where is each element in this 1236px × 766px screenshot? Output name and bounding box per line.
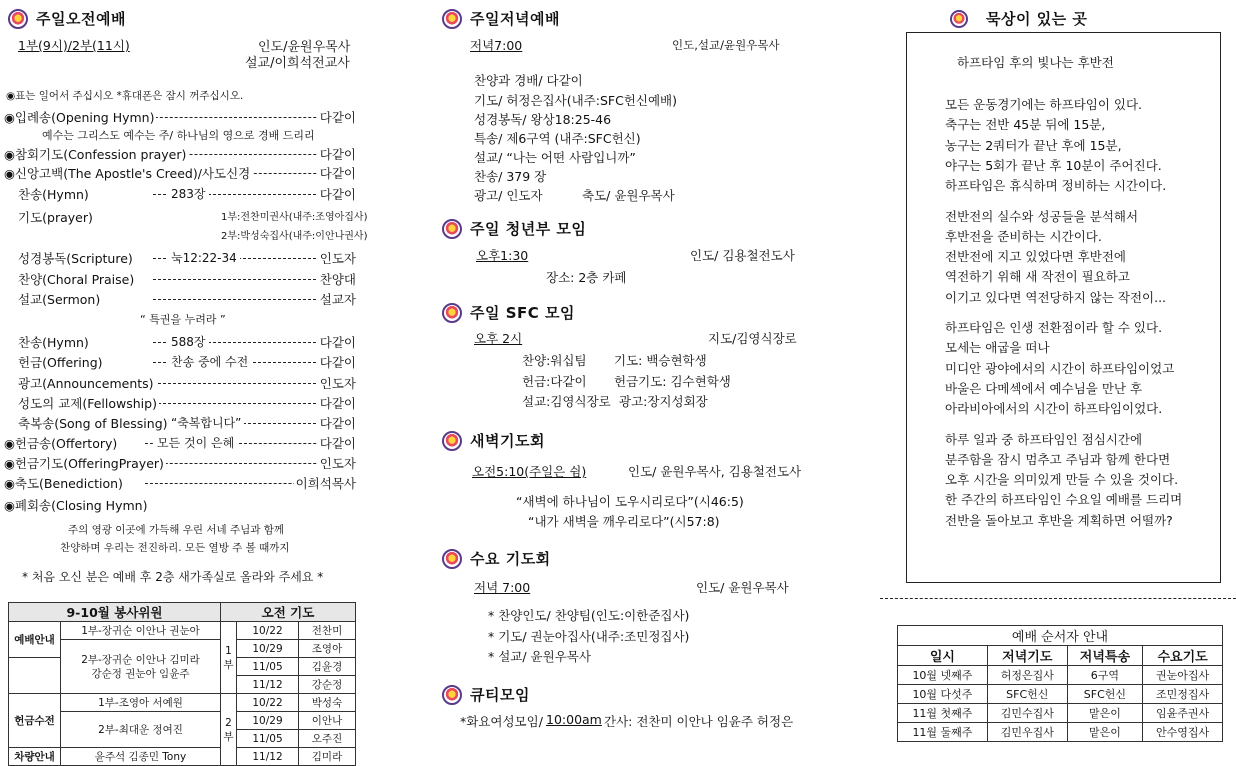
closing-hymn-lyric-1: 주의 영광 이곳에 가득해 우린 서네 주님과 함께 xyxy=(68,524,285,536)
group-parking: 차량안내 xyxy=(9,748,61,766)
qt-group: *화요여성모임/ xyxy=(460,714,543,729)
prayer-name: 김미라 xyxy=(299,748,356,766)
meditation-header xyxy=(950,8,1087,29)
liturgy-item: 찬송(Hymn) xyxy=(18,187,89,202)
meditation-line: 축구는 전반 45분 뒤에 15분, xyxy=(945,117,1106,133)
sfc-leader: 지도/김영식장로 xyxy=(708,331,797,346)
leader-dots xyxy=(153,279,336,280)
liturgy-performer: 다같이 xyxy=(319,335,356,350)
liturgy-detail: 588장 xyxy=(168,333,209,350)
youth-time: 오후1:30 xyxy=(476,248,529,263)
liturgy-row xyxy=(4,454,356,470)
volunteer-row: 2부-장귀순 이안나 김미라 강순정 권눈아 임윤주 xyxy=(61,640,221,694)
order-cell: 맡은이 xyxy=(1067,723,1143,742)
evening-line: 찬송/ 379 장 xyxy=(474,169,547,184)
standing-notice: ◉표는 일어서 주십시오 *휴대폰은 잠시 꺼주십시오. xyxy=(6,90,244,102)
liturgy-item: 성경봉독(Scripture) xyxy=(18,251,133,266)
liturgy-performer: 인도자 xyxy=(319,251,356,266)
liturgy-item: ◉축도(Benediction) xyxy=(4,476,123,491)
liturgy-row xyxy=(18,249,356,265)
volunteer-row: 1부-조영아 서예원 xyxy=(61,694,221,712)
prayer-part-2: 2 부 xyxy=(221,694,237,766)
meditation-line: 전반전의 실수와 성공들을 분석해서 xyxy=(945,208,1139,224)
liturgy-item: 설교(Sermon) xyxy=(18,292,101,307)
prayer-name: 강순정 xyxy=(299,676,356,694)
liturgy-detail: 283장 xyxy=(168,185,209,202)
church-emblem-icon xyxy=(442,219,462,239)
meditation-line: 전반을 돌아보고 후반을 계획하면 어떨까? xyxy=(945,512,1173,528)
liturgy-item: ◉헌금기도(OfferingPrayer) xyxy=(4,456,164,471)
wednesday-line: * 찬양인도/ 찬양팀(인도:이한준집사) xyxy=(488,608,690,623)
order-cell: 10월 다섯주 xyxy=(898,685,988,704)
meditation-line: 바울은 다메섹에서 예수님을 만난 후 xyxy=(945,380,1143,396)
evening-line: 찬양과 경배/ 다같이 xyxy=(474,73,583,88)
prayer-name: 오주진 xyxy=(299,730,356,748)
liturgy-performer: 이희석목사 xyxy=(295,476,356,491)
leader-dots xyxy=(153,383,336,384)
order-cell: 허정은집사 xyxy=(987,666,1067,685)
liturgy-performer: 다같이 xyxy=(319,166,356,181)
dawn-header xyxy=(442,430,545,451)
wednesday-title: 수요 기도회 xyxy=(470,550,551,568)
evening-announce: 광고/ 인도자 xyxy=(474,188,543,203)
youth-title: 주일 청년부 모임 xyxy=(470,220,587,238)
wednesday-time: 저녁 7:00 xyxy=(474,580,531,595)
sfc-role: 광고:장지성회장 xyxy=(619,394,708,409)
order-cell: 김민수집사 xyxy=(987,704,1067,723)
prayer-name: 이안나 xyxy=(299,712,356,730)
evening-time: 저녁7:00 xyxy=(470,38,523,53)
group-worship-guide: 예배안내 xyxy=(9,622,61,658)
liturgy-row xyxy=(18,353,356,369)
meditation-line: 이기고 있다면 역전당하지 않는 작전이... xyxy=(945,289,1167,305)
meditation-line: 하루 일과 중 하프타임인 점심시간에 xyxy=(945,431,1143,447)
prayer-date: 11/12 xyxy=(237,676,299,694)
prayer-date: 10/29 xyxy=(237,640,299,658)
evening-service-title: 주일저녁예배 xyxy=(470,10,560,28)
order-cell: SFC헌신 xyxy=(1067,685,1143,704)
divider xyxy=(880,598,1236,599)
liturgy-item: 찬양(Choral Praise) xyxy=(18,272,135,287)
order-cell: 권눈아집사 xyxy=(1143,666,1223,685)
liturgy-performer: 다같이 xyxy=(319,396,356,411)
meditation-line: 오후 시간을 의미있게 만들 수 있을 것이다. xyxy=(945,472,1179,488)
meditation-line: 아라비아에서의 시간이 하프타임이었다. xyxy=(945,401,1163,417)
liturgy-performer: 찬양대 xyxy=(319,272,356,287)
prayer-date: 10/22 xyxy=(237,694,299,712)
wednesday-line: * 설교/ 윤원우목사 xyxy=(488,649,591,664)
prayer-date: 10/22 xyxy=(237,622,299,640)
morning-leader: 인도/윤원우목사 xyxy=(258,40,351,55)
order-head: 일시 xyxy=(898,646,988,666)
liturgy-performer: 다같이 xyxy=(319,187,356,202)
liturgy-row xyxy=(4,474,356,490)
liturgy-row xyxy=(18,414,356,430)
sfc-role: 설교:김영식장로 xyxy=(522,394,611,409)
order-cell: 안수영집사 xyxy=(1143,723,1223,742)
order-head: 수요기도 xyxy=(1143,646,1223,666)
youth-leader: 인도/ 김용철전도사 xyxy=(690,248,795,263)
liturgy-row xyxy=(42,127,356,143)
liturgy-detail: 2부:박성숙집사(내주:이안나권사) xyxy=(218,227,370,242)
liturgy-item: ◉참회기도(Confession prayer) xyxy=(4,147,187,162)
church-emblem-icon xyxy=(442,431,462,451)
prayer-part-1: 1 부 xyxy=(221,622,237,694)
order-cell: 맡은이 xyxy=(1067,704,1143,723)
liturgy-item: ◉신앙고백(The Apostle's Creed)/사도신경 xyxy=(4,166,251,181)
meditation-line: 역전하기 위해 새 작전이 필요하고 xyxy=(945,269,1130,285)
prayer-date: 10/29 xyxy=(237,712,299,730)
youth-place: 장소: 2층 카페 xyxy=(546,270,627,285)
evening-line: 특송/ 제6구역 (내주:SFC헌신) xyxy=(474,131,641,146)
meditation-line: 모세는 애굽을 떠나 xyxy=(945,340,1050,356)
evening-line: 기도/ 허정은집사(내주:SFC헌신예배) xyxy=(474,93,677,108)
leader-dots xyxy=(145,463,336,464)
prayer-name: 조영아 xyxy=(299,640,356,658)
morning-service-header xyxy=(8,8,126,29)
order-cell: 10월 넷째주 xyxy=(898,666,988,685)
prayer-name: 김윤경 xyxy=(299,658,356,676)
church-emblem-icon xyxy=(8,9,28,29)
liturgy-performer: 인도자 xyxy=(319,456,356,471)
order-cell: 6구역 xyxy=(1067,666,1143,685)
liturgy-row xyxy=(18,208,368,225)
liturgy-performer: 다같이 xyxy=(319,110,356,125)
order-cell: SFC헌신 xyxy=(987,685,1067,704)
liturgy-row xyxy=(4,108,356,124)
church-emblem-icon xyxy=(442,685,462,705)
dawn-time: 오전5:10(주일은 쉼) xyxy=(472,464,587,479)
evening-line: 설교/ “나는 어떤 사람입니까” xyxy=(474,150,636,165)
prayer-name: 박성숙 xyxy=(299,694,356,712)
liturgy-item: 찬송(Hymn) xyxy=(18,335,89,350)
church-emblem-icon xyxy=(442,303,462,323)
liturgy-performer: 다같이 xyxy=(319,436,356,451)
qt-staff: 간사: 전찬미 이안나 임윤주 허정은 xyxy=(604,714,794,729)
liturgy-item: ◉폐회송(Closing Hymn) xyxy=(4,498,148,513)
sfc-role: 헌금기도: 김수현학생 xyxy=(614,374,731,389)
church-emblem-icon xyxy=(442,9,462,29)
liturgy-row xyxy=(4,145,356,161)
wednesday-leader: 인도/ 윤원우목사 xyxy=(696,580,789,595)
morning-preacher: 설교/이희석전교사 xyxy=(245,56,350,71)
sfc-role: 기도: 백승현학생 xyxy=(614,353,707,368)
dawn-verse: “내가 새벽을 깨우리로다”(시57:8) xyxy=(528,514,720,529)
liturgy-item: ◉입례송(Opening Hymn) xyxy=(4,110,155,125)
liturgy-performer: 인도자 xyxy=(319,376,356,391)
meditation-subtitle: 하프타임 후의 빛나는 후반전 xyxy=(957,55,1114,70)
qt-title: 큐티모임 xyxy=(470,686,530,704)
volunteer-table xyxy=(8,602,356,766)
volunteer-row: 윤주석 김종민 Tony xyxy=(61,748,221,766)
dawn-title: 새벽기도회 xyxy=(470,432,545,450)
liturgy-row xyxy=(18,394,356,410)
order-cell: 김민우집사 xyxy=(987,723,1067,742)
liturgy-performer: 다같이 xyxy=(319,147,356,162)
prayer-header: 오전 기도 xyxy=(221,603,356,622)
order-cell: 임윤주권사 xyxy=(1143,704,1223,723)
group-worship-guide-cont xyxy=(9,658,61,694)
evening-leader: 인도,설교/윤원우목사 xyxy=(672,38,780,52)
group-offering: 헌금수전 xyxy=(9,694,61,748)
meditation-line: 야구는 5회가 끝난 후 10분이 주어진다. xyxy=(945,157,1162,173)
meditation-box xyxy=(906,32,1221,583)
liturgy-row xyxy=(4,164,356,180)
liturgy-detail: 찬송 중에 수전 xyxy=(168,353,251,370)
sfc-role: 헌금:다같이 xyxy=(522,374,587,389)
sfc-header xyxy=(442,302,575,323)
volunteer-row: 2부-최대운 정여진 xyxy=(61,712,221,748)
meditation-line: 분주함을 잠시 멈추고 주님과 함께 한다면 xyxy=(945,451,1171,467)
evening-service-header xyxy=(442,8,560,29)
meditation-line: 전반전에 지고 있었다면 후반전에 xyxy=(945,249,1126,265)
liturgy-row xyxy=(4,496,356,512)
volunteer-row: 1부-장귀순 이안나 권눈아 xyxy=(61,622,221,640)
leader-dots xyxy=(145,117,336,118)
church-emblem-icon xyxy=(442,549,462,569)
liturgy-item: ◉헌금송(Offertory) xyxy=(4,436,118,451)
closing-hymn-lyric-2: 찬양하며 우리는 전진하리. 모든 열방 주 볼 때까지 xyxy=(60,542,290,554)
prayer-date: 11/05 xyxy=(237,658,299,676)
liturgy-item: “ 특권을 누려라 ” xyxy=(140,313,226,326)
meditation-line: 하프타임은 휴식하며 정비하는 시간이다. xyxy=(945,178,1167,194)
meditation-line: 미디안 광야에서의 시간이 하프타임이었고 xyxy=(945,360,1175,376)
liturgy-row xyxy=(18,185,356,201)
youth-header xyxy=(442,218,586,239)
liturgy-detail: “축복합니다” xyxy=(168,414,244,431)
evening-benediction: 축도/ 윤원우목사 xyxy=(582,188,675,203)
meditation-line: 모든 운동경기에는 하프타임이 있다. xyxy=(945,97,1143,112)
liturgy-detail: 눅12:22-34 xyxy=(168,249,240,266)
liturgy-row xyxy=(18,290,356,306)
meditation-line: 후반전을 준비하는 시간이다. xyxy=(945,228,1102,244)
qt-header xyxy=(442,684,530,705)
order-cell: 조민정집사 xyxy=(1143,685,1223,704)
liturgy-item: 성도의 교제(Fellowship) xyxy=(18,396,157,411)
liturgy-row xyxy=(140,311,356,327)
meditation-title: 묵상이 있는 곳 xyxy=(986,10,1088,28)
prayer-date: 11/05 xyxy=(237,730,299,748)
prayer-name: 전찬미 xyxy=(299,622,356,640)
order-head: 저녁기도 xyxy=(987,646,1067,666)
liturgy-row xyxy=(18,227,368,243)
evening-line: 성경봉독/ 왕상18:25-46 xyxy=(474,112,612,127)
morning-service-title: 주일오전예배 xyxy=(36,10,126,28)
sfc-title: 주일 SFC 모임 xyxy=(470,304,575,322)
leader-dots xyxy=(153,299,336,300)
liturgy-item: 예수는 그리스도 예수는 주/ 하나님의 영으로 경배 드리리 xyxy=(42,129,315,142)
liturgy-row xyxy=(18,270,356,286)
sfc-role: 찬양:워십팀 xyxy=(522,353,587,368)
volunteer-header: 9-10월 봉사위원 xyxy=(9,603,221,622)
liturgy-row xyxy=(18,333,356,349)
leader-dots xyxy=(153,403,336,404)
liturgy-detail: 1부:전찬미권사(내주:조영아집사) xyxy=(218,208,370,223)
order-cell: 11월 둘째주 xyxy=(898,723,988,742)
order-head: 저녁특송 xyxy=(1067,646,1143,666)
liturgy-performer: 다같이 xyxy=(319,416,356,431)
liturgy-row xyxy=(18,374,356,390)
prayer-date: 11/12 xyxy=(237,748,299,766)
meditation-line: 하프타임은 인생 전환점이라 할 수 있다. xyxy=(945,320,1163,335)
meditation-line: 한 주간의 하프타임인 수요일 예배를 드리며 xyxy=(945,492,1183,508)
wednesday-header xyxy=(442,548,551,569)
liturgy-row xyxy=(4,434,356,450)
sfc-time: 오후 2시 xyxy=(474,331,523,346)
liturgy-item: 헌금(Offering) xyxy=(18,355,103,370)
church-emblem-icon xyxy=(950,10,968,28)
qt-time: 10:00am xyxy=(546,712,602,727)
liturgy-item: 광고(Announcements) xyxy=(18,376,154,391)
wednesday-line: * 기도/ 권눈아집사(내주:조민정집사) xyxy=(488,629,690,644)
dawn-leader: 인도/ 윤원우목사, 김용철전도사 xyxy=(628,464,802,479)
morning-service-time: 1부(9시)/2부(11시) xyxy=(18,38,130,53)
order-cell: 11월 첫째주 xyxy=(898,704,988,723)
liturgy-performer: 다같이 xyxy=(319,355,356,370)
liturgy-item: 축복송(Song of Blessing) xyxy=(18,416,168,431)
welcome-notice: * 처음 오신 분은 예배 후 2층 새가족실로 올라와 주세요 * xyxy=(22,570,324,584)
meditation-line: 농구는 2쿼터가 끝난 후에 15분, xyxy=(945,137,1122,153)
liturgy-detail: 모든 것이 은혜 xyxy=(154,434,237,451)
liturgy-item: 기도(prayer) xyxy=(18,210,93,225)
liturgy-performer: 설교자 xyxy=(319,292,356,307)
order-table xyxy=(897,625,1223,742)
dawn-verse: “새벽에 하나님이 도우시리로다”(시46:5) xyxy=(516,494,744,509)
order-title: 예배 순서자 안내 xyxy=(898,626,1223,646)
